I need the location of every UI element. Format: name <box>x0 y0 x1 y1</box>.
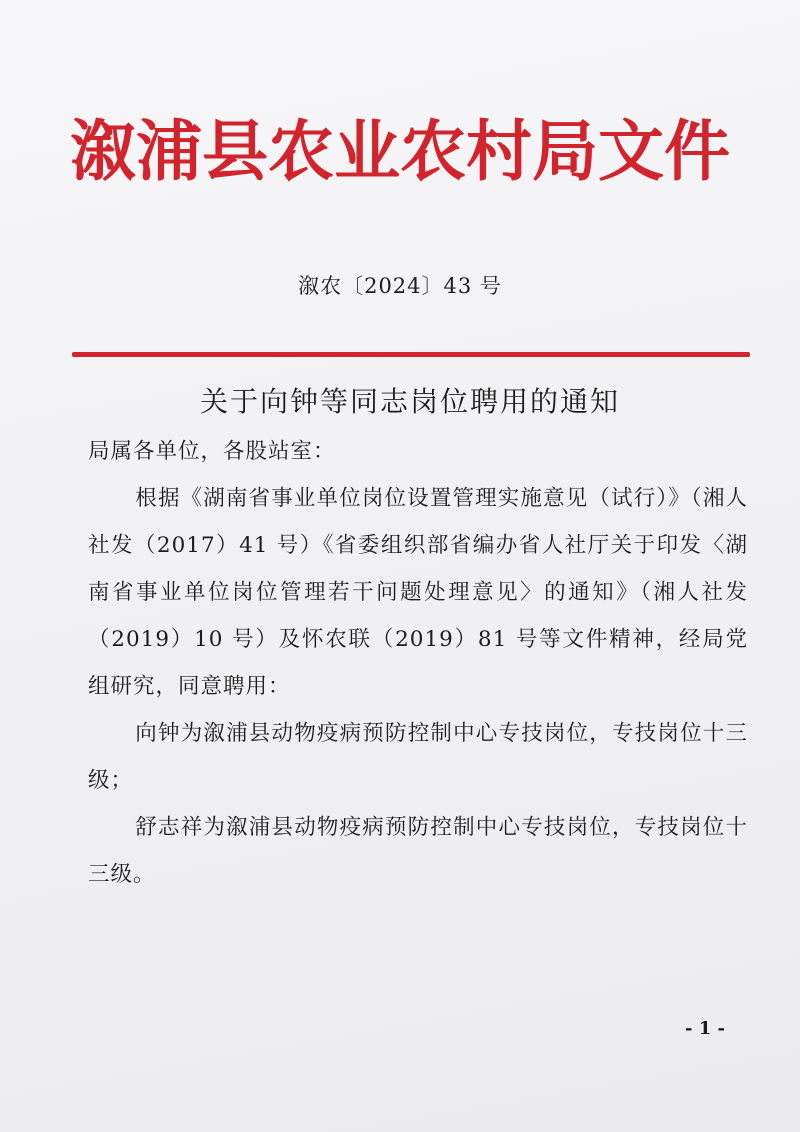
page-number: - 1 - <box>685 1018 725 1039</box>
body-paragraph-appointment-1: 向钟为溆浦县动物疫病预防控制中心专技岗位，专技岗位十三级； <box>88 721 748 793</box>
issuer-header-title: 溆浦县农业农村局文件 <box>70 112 730 190</box>
body-paragraph-basis: 根据《湖南省事业单位岗位设置管理实施意见（试行）》（湘人社发（2017）41 号）《省委组织部省编办省人社厅关于印发〈湖南省事业单位岗位管理若干问题处理意见〉的通知》（湘人社发（2019）10 号）及怀农联（2019）81 号等文件精神，经局党组研究，同意聘用： <box>88 486 748 699</box>
red-separator-line <box>72 352 750 357</box>
addressee-line: 局属各单位，各股站室： <box>88 439 336 464</box>
notice-body <box>88 428 748 898</box>
notice-title: 关于向钟等同志岗位聘用的通知 <box>199 385 620 418</box>
body-paragraph-appointment-2: 舒志祥为溆浦县动物疫病预防控制中心专技岗位，专技岗位十三级。 <box>88 815 748 887</box>
document-number: 溆农〔2024〕43 号 <box>298 274 502 298</box>
